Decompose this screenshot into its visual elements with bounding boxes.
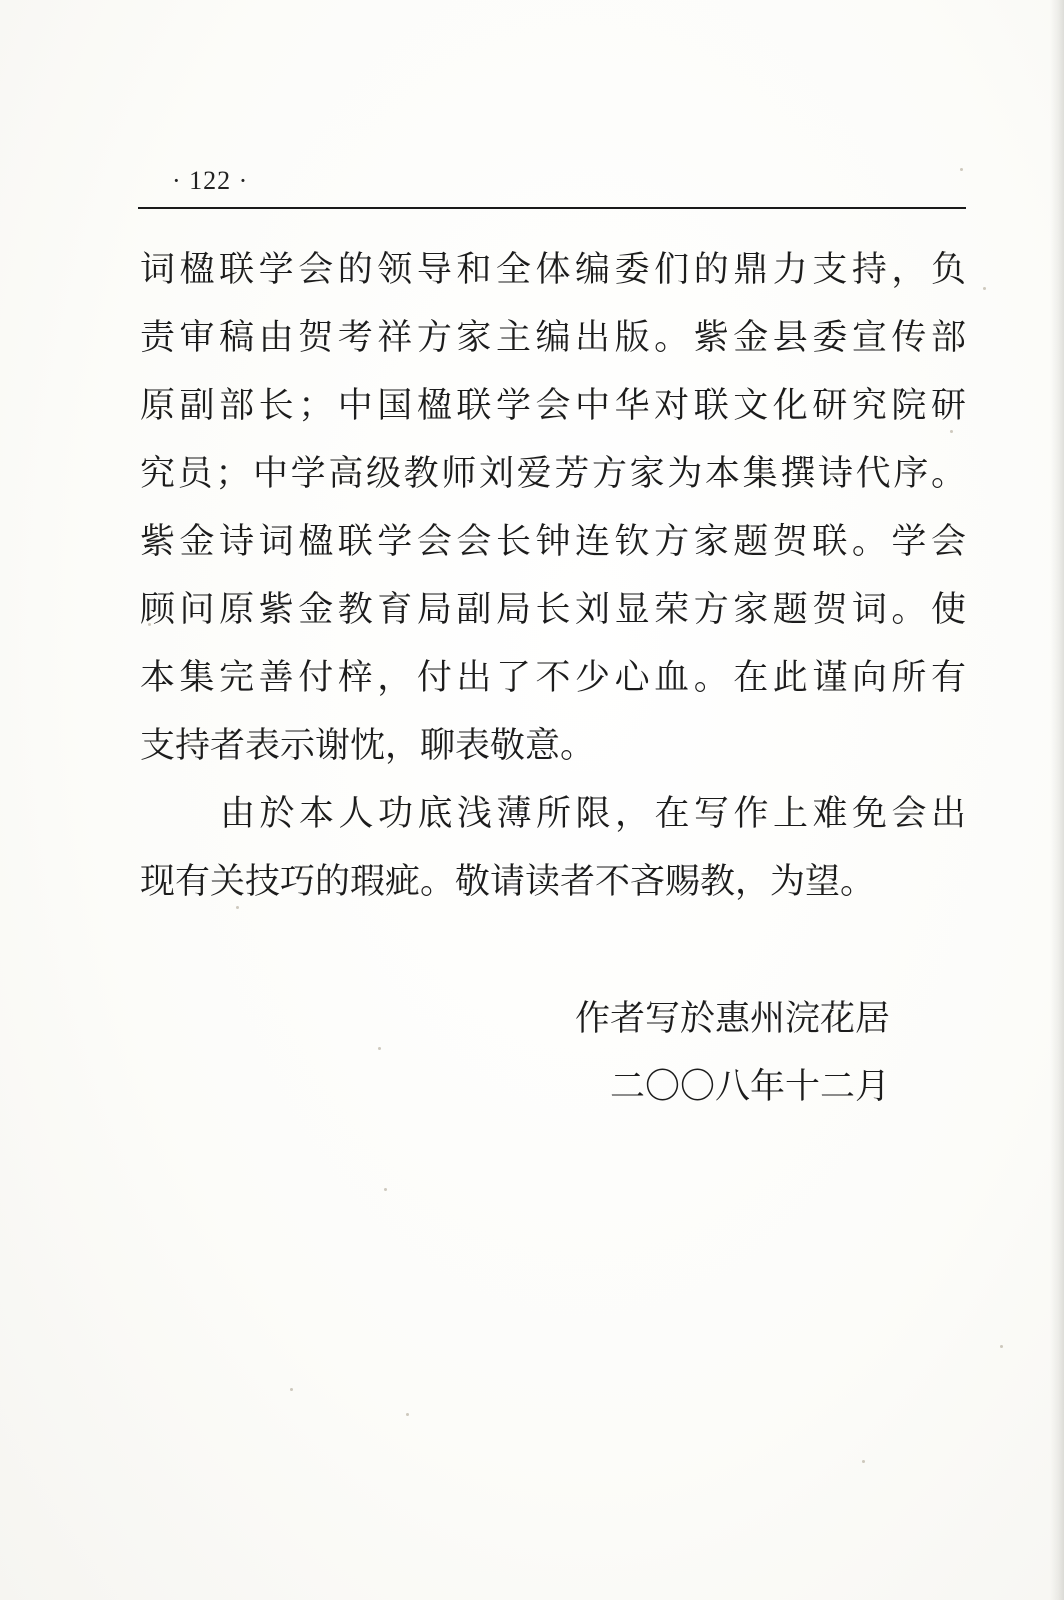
- signature-date: 二〇〇八年十二月: [609, 1067, 890, 1107]
- page-number: · 122 ·: [172, 166, 249, 195]
- text-line: 紫金诗词楹联学会会长钟连钦方家题贺联。学会: [140, 522, 966, 562]
- text-line: 本集完善付梓，付出了不少心血。在此谨向所有: [140, 658, 966, 698]
- text-line: 原副部长；中国楹联学会中华对联文化研究院研: [140, 386, 966, 426]
- paper-speck: [290, 1388, 293, 1391]
- paper-speck: [1000, 1345, 1003, 1348]
- paper-speck: [960, 168, 963, 171]
- text-line: 顾问原紫金教育局副局长刘显荣方家题贺词。使: [140, 590, 966, 630]
- paper-speck: [384, 1188, 387, 1191]
- body-text: [140, 236, 966, 916]
- text-line: 责审稿由贺考祥方家主编出版。紫金县委宣传部: [140, 318, 966, 358]
- page-edge-shadow: [1050, 0, 1064, 1600]
- text-line: 究员；中学高级教师刘爱芳方家为本集撰诗代序。: [140, 454, 966, 494]
- paper-speck: [378, 1047, 381, 1050]
- text-line: 支持者表示谢忱，聊表敬意。: [140, 726, 596, 766]
- paper-speck: [862, 1460, 865, 1463]
- paper-speck: [983, 287, 986, 290]
- signature-author: 作者写於惠州浣花居: [574, 999, 890, 1039]
- paper-speck: [406, 1413, 409, 1416]
- text-line: 现有关技巧的瑕疵。敬请读者不吝赐教，为望。: [140, 862, 876, 902]
- header-rule: [138, 207, 966, 209]
- text-line: 词楹联学会的领导和全体编委们的鼎力支持，负: [140, 250, 966, 290]
- paragraph-first-line: 由於本人功底浅薄所限，在写作上难免会出: [220, 794, 966, 834]
